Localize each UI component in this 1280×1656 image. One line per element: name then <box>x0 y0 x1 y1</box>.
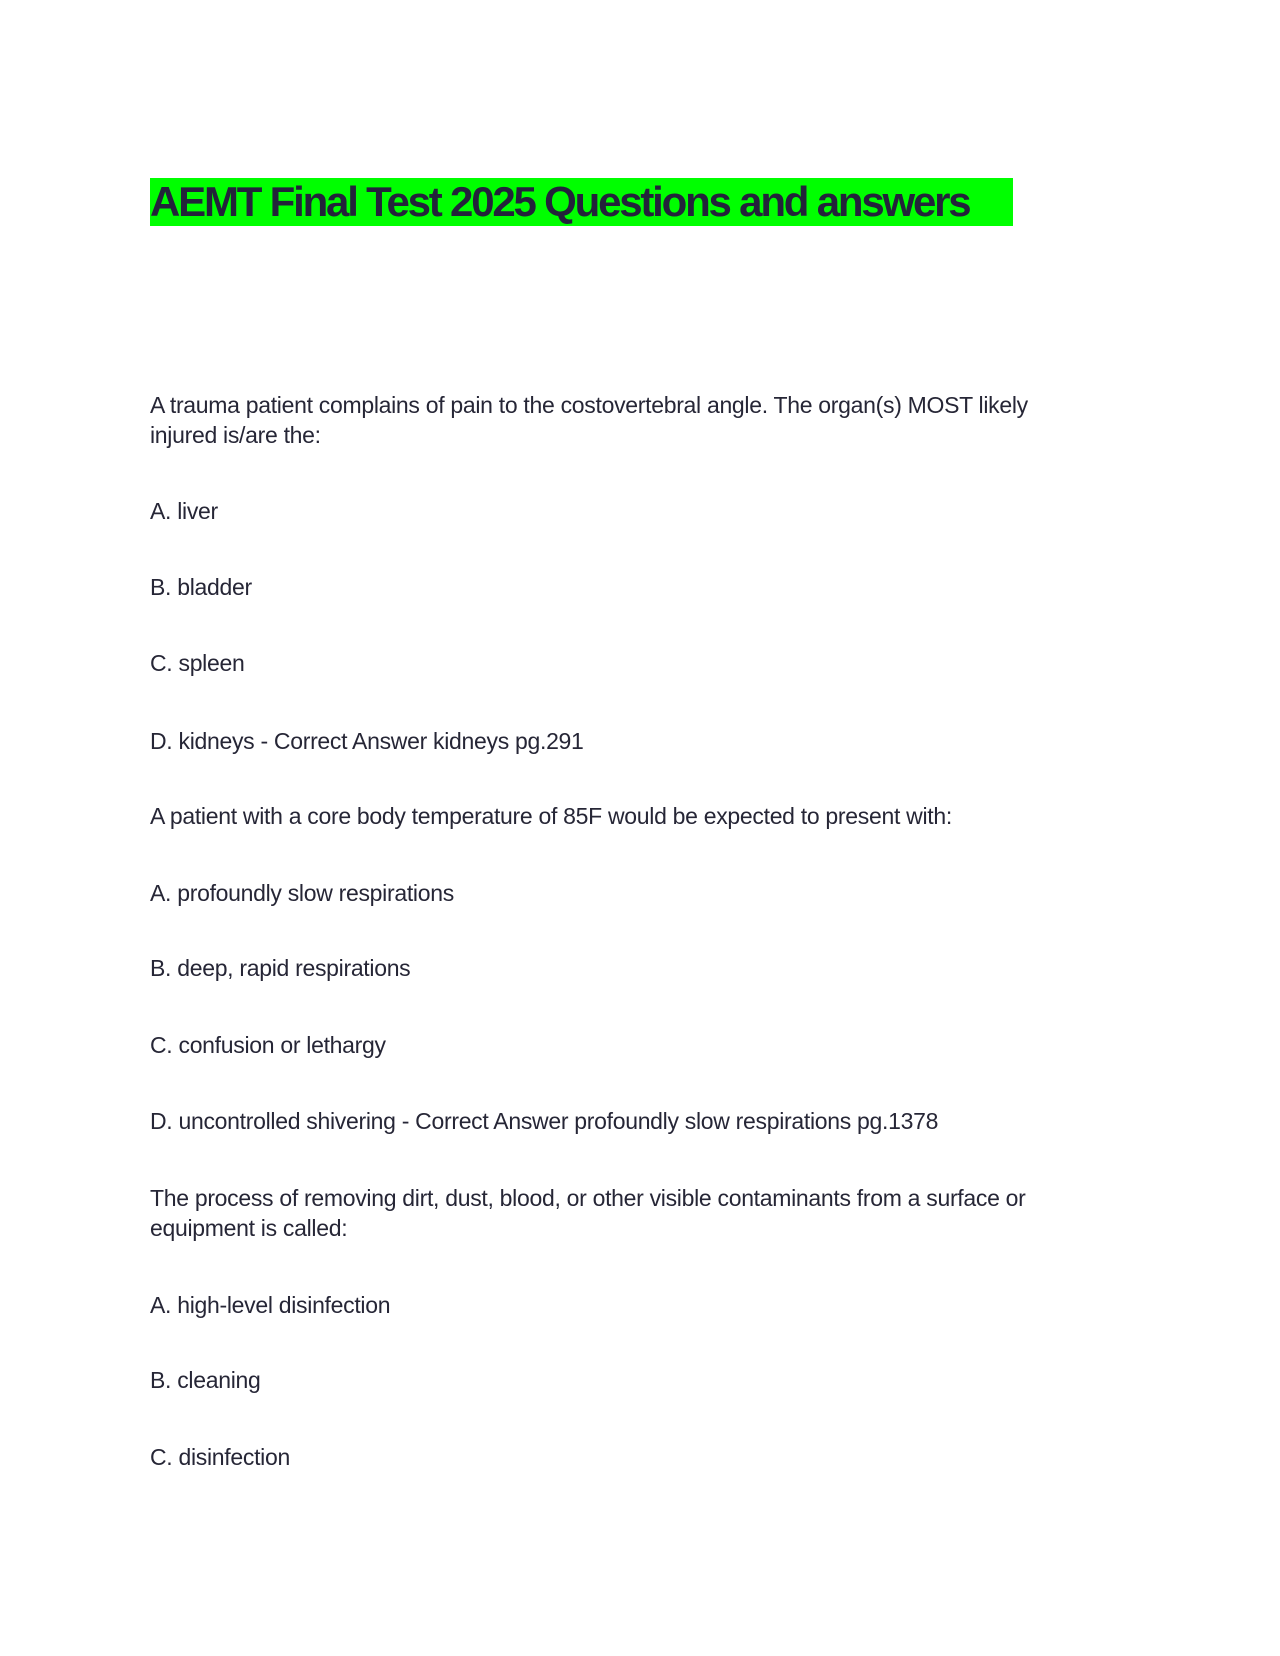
question-3-option-c: C. disinfection <box>150 1444 290 1470</box>
question-1-stem-line-2: injured is/are the: <box>150 422 321 448</box>
question-3-option-b: B. cleaning <box>150 1367 261 1393</box>
question-3-stem-line-1: The process of removing dirt, dust, blood, or other visible contaminants from a surface or <box>150 1185 1026 1211</box>
question-2-stem: A patient with a core body temperature of 85F would be expected to present with: <box>150 803 952 829</box>
question-1-stem-line-1: A trauma patient complains of pain to the costovertebral angle. The organ(s) MOST likely <box>150 392 1028 418</box>
question-2-option-c: C. confusion or lethargy <box>150 1032 386 1058</box>
question-1-option-c: C. spleen <box>150 650 245 676</box>
question-3-stem-line-2: equipment is called: <box>150 1215 348 1241</box>
question-2-option-b: B. deep, rapid respirations <box>150 955 411 981</box>
question-2-option-d-answer: D. uncontrolled shivering - Correct Answer profoundly slow respirations pg.1378 <box>150 1108 939 1134</box>
question-3-option-a: A. high-level disinfection <box>150 1292 391 1318</box>
question-1-option-d-answer: D. kidneys - Correct Answer kidneys pg.291 <box>150 728 584 754</box>
document-title: AEMT Final Test 2025 Questions and answers <box>150 178 1013 226</box>
question-2-option-a: A. profoundly slow respirations <box>150 880 454 906</box>
question-1-option-a: A. liver <box>150 498 218 524</box>
question-1-option-b: B. bladder <box>150 574 252 600</box>
